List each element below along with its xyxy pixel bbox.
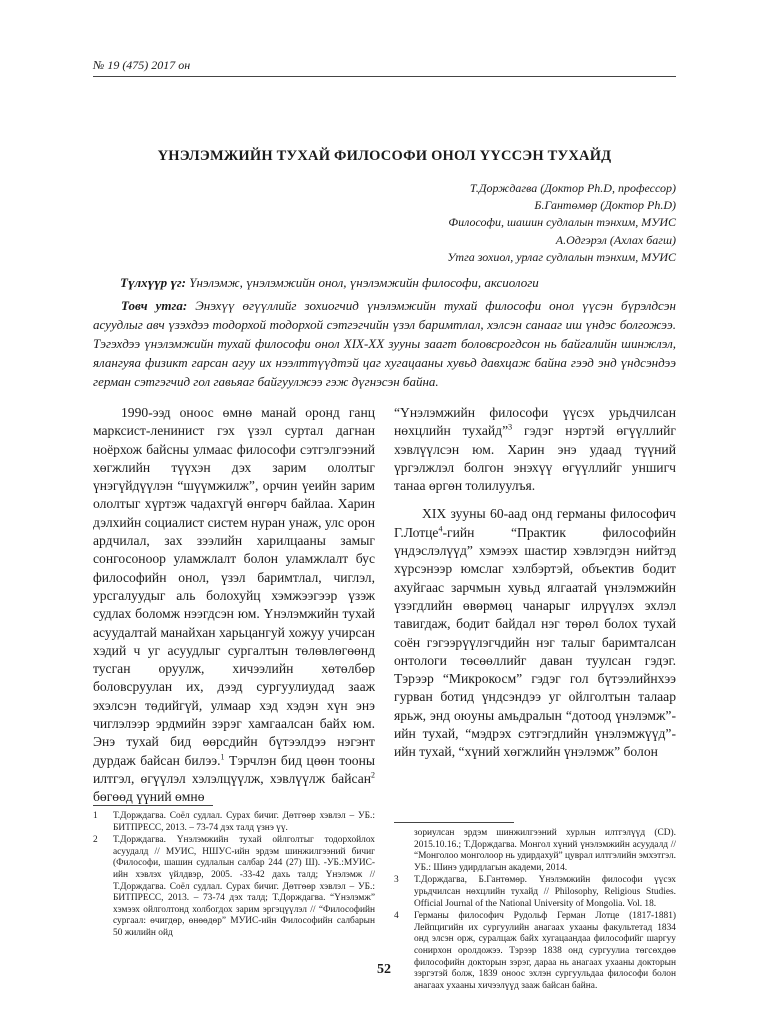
footnote-ref: 4 (438, 524, 443, 534)
body-text: XIX зууны 60-аад онд германы философич Г.Лотце (394, 506, 676, 540)
affiliation-line: Утга зохиол, урлаг судлалын тэнхим, МУИС (447, 249, 676, 264)
footnote (93, 811, 375, 834)
footnote-number: 4 (394, 911, 399, 922)
footnote (394, 875, 676, 910)
author-line: А.Одгэрэл (Ахлах багш) (555, 232, 676, 247)
footnote-text: Германы философич Рудольф Герман Лотце (1817-1881) Лейпцигийн их сургуулийн анагаах ухааны факультетад 1834 онд элсэн орж, суралцаж байх хугацаандаа философийг шаргуу сонирхон оролдожээ. Тэрээр 1838 онд сургуулиа төгсөхдөө философийн докторын зэрэг, дараа нь анагаах ухааны докторын зэргэтэй болж, 1839 оноос эхлэн сургуульдаа философи болон анагаах ухааны хичээлүүд зааж байсан байна. (414, 911, 676, 991)
footnote-number: 3 (394, 875, 399, 886)
abstract-text: Энэхүү өгүүллийг зохиогчид үнэлэмжийн тухай философи онол үүсэн бүрэлдсэн асуудлыг авч үзэхдээ тодорхой тодорхой сэтгэгчийн үзэл баримтлал, хэлсэн санааг иш үндэс болгожээ. Тэгэхдээ үнэлэмжийн тухай философи онол XIX-XX зууны заагт боловсрогдсон нь байгалийн шинжлэл, ялангуяа физикт гарсан агуу их нээлттүүдтэй цаг хугацааны хувьд давхцаж байна гээд энд үндсэндээ герман сэтгэгчид гол гавьяаг байгуулжээ гэж дүгнэсэн байна. (93, 298, 676, 389)
author-line: Б.Гантөмөр (Доктор Ph.D) (534, 198, 676, 213)
footnote-ref: 3 (508, 422, 513, 432)
body-text: бөгөөд үүний өмнө (93, 789, 205, 805)
keywords-label: Түлхүүр үг: (120, 275, 186, 290)
footnote-rule (93, 805, 213, 806)
footnote (394, 911, 676, 992)
body-column-left (93, 404, 375, 807)
body-text: гэдэг нэртэй өгүүллийг хэвлүүлсэн юм. Харин энэ удаад түүний үргэлжлэл болгон энэхүү өгүүллийг уншигч танаа өргөн толилуулъя. (394, 423, 676, 494)
body-paragraph (394, 505, 676, 761)
footnote-ref: 2 (371, 770, 375, 780)
footnote-text: Т.Дорждагва. Үнэлэмжийн тухай ойлголтыг тодорхойлох асуудалд // МУИС, НШУС-ийн эрдэм шинжилгээний бичиг (Философи, шашин судлалын салбар 244 (27) Ш). -УБ.:МУИС-ийн хэвлэх үйлдвэр, 2005. -33-42 дахь талд; Үнэлэмж // Т.Дорждагва. Соёл судлал. Сурах бичиг. Дөтгөөр хэвлэл – УБ.: БИТПРЕСС, 2013. – 73-74 дэх талд; Т.Дорждагва. “Үнэлэмж” хэмээх ойлголтонд холбогдох зарим эргэцүүлэл // “Философийн сургаал: өчигдөр, өнөөдөр” МУИС-ийн Философийн салбарын 50 жилийн ойд (113, 835, 375, 938)
body-column-right (394, 404, 676, 762)
affiliation-line: Философи, шашин судлалын тэнхим, МУИС (448, 215, 676, 230)
footnote-text: Т.Дорждагва. Соёл судлал. Сурах бичиг. Дөтгөөр хэвлэл – УБ.: БИТПРЕСС, 2013. – 73-74 дэх талд үзнэ үү. (113, 811, 375, 833)
body-text: 1990-ээд оноос өмнө манай оронд ганц марксист-ленинист гэх үзэл суртал дагнан ноёрхож байсны улмаас философи сэтгэлгээний хөгжлийн түүхэн дэх зарим ололтыг үнэгүйдүүлэн “шүүмжилж”, орчин үеийн зарим ололтыг хүртэж чадахгүй өнгөрч байлаа. Харин дэлхийн социалист систем нуран унаж, улс орон ардчилал, зах зээлийн харилцааны замыг сонгосоноор уламжлалт болон уламжлалт бус философийн онол, үзэл баримтлал, чиглэл, урсгалуудыг аль болохуйц хэмжээгээр үзэж судлах боломж нээгдсэн юм. Үнэлэмжийн тухай асуудалтай манайхан харьцангуй хожуу учирсан хэдий ч уг асуудлыг сургалтын төлөвлөгөөнд тусган оруулж, хичээлийн хөтөлбөр боловсруулан их, дээд сургуулиудад зааж эхэлсэн төдийгүй, улмаар хэд хэдэн хүн энэ чиглэлээр эрдмийн зэрэг хамгаалсан байх юм. Энэ тухай бид өөрсдийн бүтээлдээ нэгэнт дурдаж байсан билээ. (93, 405, 375, 768)
body-paragraph (394, 404, 676, 495)
footnotes-left (93, 811, 375, 941)
footnote-number: 2 (93, 835, 98, 846)
issue-number: № 19 (475) 2017 он (93, 58, 191, 72)
keywords-text: Үнэлэмж, үнэлэмжийн онол, үнэлэмжийн философи, аксиологи (186, 275, 539, 290)
keywords (120, 273, 676, 292)
page-number: 52 (377, 962, 391, 977)
author-block (380, 180, 676, 266)
footnote-ref: 1 (220, 752, 225, 762)
footnote (93, 835, 375, 939)
header-rule (93, 76, 676, 77)
footnote-text: Т.Дорждагва, Б.Гантөмөр. Үнэлэмжийн философи үүсэх урьдчилсан нөхцлийн тухайд // Philosophy, Religious Studies. Official Journal of the National University of Mongolia. Vol. 18. (414, 875, 676, 909)
abstract-label: Товч утга: (121, 298, 188, 313)
body-paragraph (93, 404, 375, 807)
author-line: Т.Дорждагва (Доктор Ph.D, профессор) (469, 181, 676, 195)
footnote-number: 1 (93, 811, 98, 821)
abstract (93, 296, 676, 391)
footnote-rule (394, 822, 514, 823)
article-title: ҮНЭЛЭМЖИЙН ТУХАЙ ФИЛОСОФИ ОНОЛ ҮҮССЭН ТУХАЙД (157, 148, 612, 164)
body-text: Тэрчлэн бид цөөн тооны илтгэл, өгүүлэл хэлэлцүүлж, хэвлүүлж байсан (93, 752, 375, 786)
body-text: “Үнэлэмжийн философи үүсэх урьдчилсан нөхцлийн тухайд” (394, 405, 676, 439)
footnote-continuation: зориулсан эрдэм шинжилгээний хурлын илтгэлүүд (CD). 2015.10.16.; Т.Дорждагва. Монгол хүний үнэлэмжийн асуудалд // “Монголоо монголоор нь удирдахуй” цуврал илтгэлийн эмхэтгэл. УБ.: Шинэ удирдлагын академи, 2014. (414, 828, 676, 873)
body-text: -гийн “Практик философийн үндэслэлүүд” хэмээх шастир хэвлэгдэн нийтэд хүрсэнээр юмслаг хэлбэртэй, объектив бодит ахуйгаас зарчмын хувьд ялгаатай үнэлэмжийн үзэгдлийн өвөрмөц чанарыг илрүүлэх эхлэл тавигдаж, бодит байдал нэг төрөл болох тухай соён гэгээрүүлэгчдийн нэг талыг баримталсан онтологи төсөөллийг даван туулсан гэдэг. Тэрээр “Микрокосм” гэдэг гол бүтээлийнхээ гурван ботид үндсэндээ уг ойлголтын талаар ярьж, энд оюуны амьдралын “дотоод үнэлэмж”-ийн тухай, “мэдрэх сэтгэгдлийн үнэлэмжүүд”-ийн тухай, “хүний хөгжлийн үнэлэмж” болон (394, 524, 676, 760)
